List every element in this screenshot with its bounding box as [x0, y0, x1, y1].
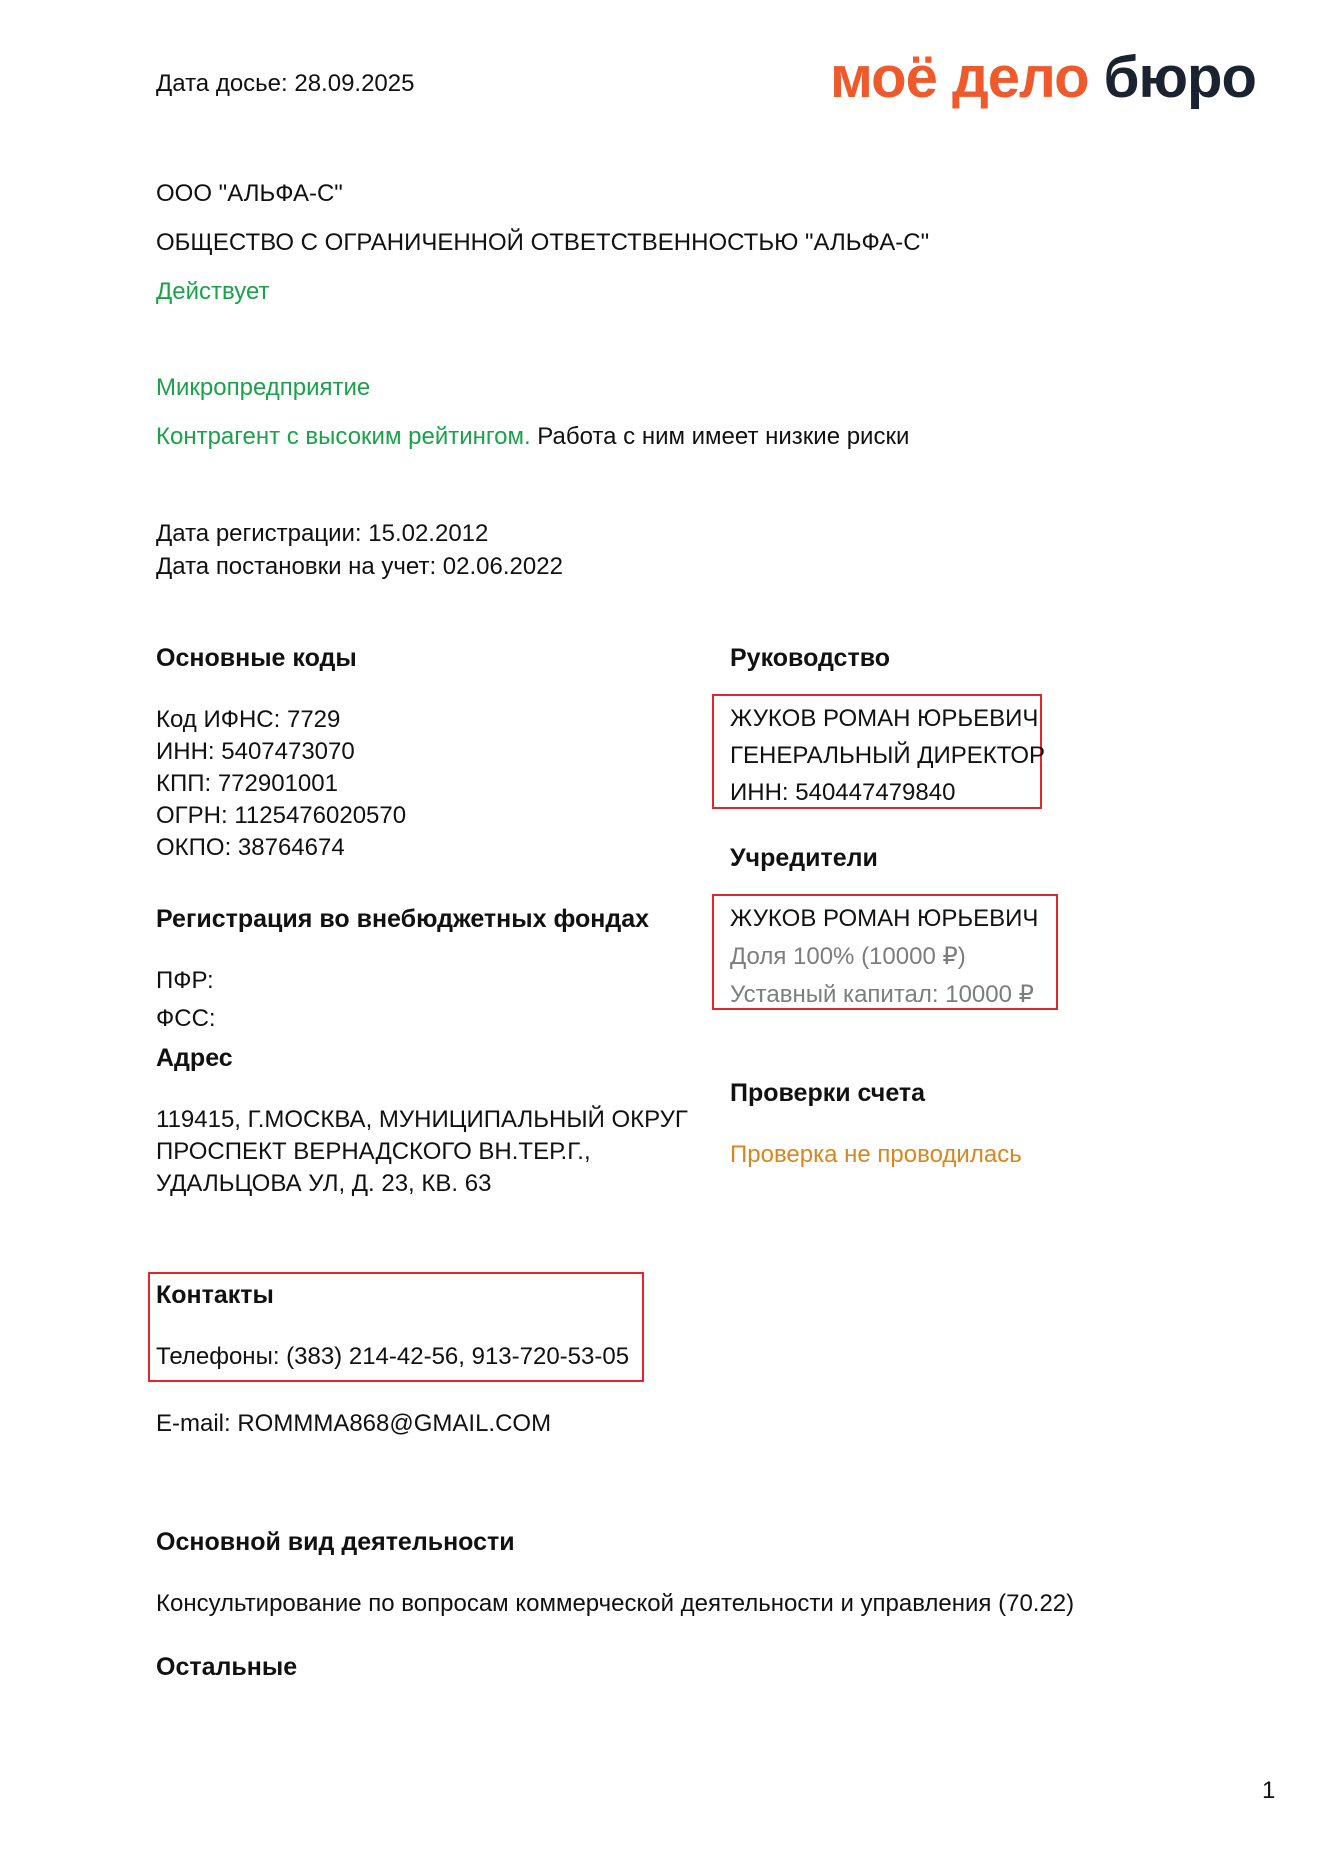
- address-text: [156, 1104, 688, 1200]
- funds-fss: ФСС:: [156, 1005, 216, 1032]
- logo-buro: бюро: [1103, 45, 1256, 110]
- codes-list: [156, 704, 406, 864]
- page-number: 1: [1262, 1777, 1276, 1804]
- code-ogrn: ОГРН: 1125476020570: [156, 802, 407, 829]
- checks-status: Проверка не проводилась: [730, 1141, 1022, 1168]
- company-full-name: ОБЩЕСТВО С ОГРАНИЧЕННОЙ ОТВЕТСТВЕННОСТЬЮ "АЛЬФА-С": [156, 229, 930, 256]
- dossier-date: [156, 68, 414, 100]
- activity-title: Основной вид деятельности: [156, 1528, 515, 1556]
- founder-capital: Уставный капитал: 10000 ₽: [730, 981, 1034, 1008]
- checks-title: Проверки счета: [730, 1079, 926, 1107]
- contacts-phones: Телефоны: (383) 214-42-56, 913-720-53-05: [156, 1343, 630, 1370]
- activity-main: Консультирование по вопросам коммерческой деятельности и управления (70.22): [156, 1590, 1075, 1617]
- code-inn: ИНН: 5407473070: [156, 738, 355, 765]
- code-ifns: Код ИФНС: 7729: [156, 706, 341, 733]
- tax-registration-date: Дата постановки на учет: 02.06.2022: [156, 553, 563, 580]
- contacts-title: Контакты: [156, 1281, 274, 1309]
- company-size: Микропредприятие: [156, 374, 371, 401]
- management-name: ЖУКОВ РОМАН ЮРЬЕВИЧ: [730, 705, 1039, 732]
- dossier-date-value: 28.09.2025: [294, 70, 415, 97]
- activity-others-title: Остальные: [156, 1653, 298, 1681]
- logo: [830, 46, 1256, 110]
- address-line: 119415, Г.МОСКВА, МУНИЦИПАЛЬНЫЙ ОКРУГ: [156, 1106, 688, 1133]
- rating-highlight: Контрагент с высоким рейтингом.: [156, 423, 531, 450]
- founders-title: Учредители: [730, 844, 878, 872]
- funds-pfr: ПФР:: [156, 967, 214, 994]
- address-line: УДАЛЬЦОВА УЛ, Д. 23, КВ. 63: [156, 1170, 492, 1197]
- company-short-name: ООО "АЛЬФА-С": [156, 180, 343, 207]
- management-title: Руководство: [730, 644, 891, 672]
- address-title: Адрес: [156, 1044, 233, 1072]
- management-position: ГЕНЕРАЛЬНЫЙ ДИРЕКТОР: [730, 742, 1046, 769]
- code-kpp: КПП: 772901001: [156, 770, 338, 797]
- funds-title: Регистрация во внебюджетных фондах: [156, 905, 650, 933]
- address-line: ПРОСПЕКТ ВЕРНАДСКОГО ВН.ТЕР.Г.,: [156, 1138, 591, 1165]
- codes-title: Основные коды: [156, 644, 357, 672]
- founder-name: ЖУКОВ РОМАН ЮРЬЕВИЧ: [730, 905, 1039, 932]
- founder-share: Доля 100% (10000 ₽): [730, 943, 966, 970]
- dossier-date-label: Дата досье:: [156, 70, 288, 97]
- company-status: Действует: [156, 278, 270, 305]
- logo-moe-delo: моё дело: [830, 45, 1089, 110]
- contacts-email: E-mail: ROMMMA868@GMAIL.COM: [156, 1410, 552, 1437]
- rating-text: Работа с ним имеет низкие риски: [530, 423, 910, 450]
- code-okpo: ОКПО: 38764674: [156, 834, 345, 861]
- registration-date: Дата регистрации: 15.02.2012: [156, 520, 489, 547]
- management-inn: ИНН: 540447479840: [730, 779, 956, 806]
- company-rating: [156, 421, 909, 453]
